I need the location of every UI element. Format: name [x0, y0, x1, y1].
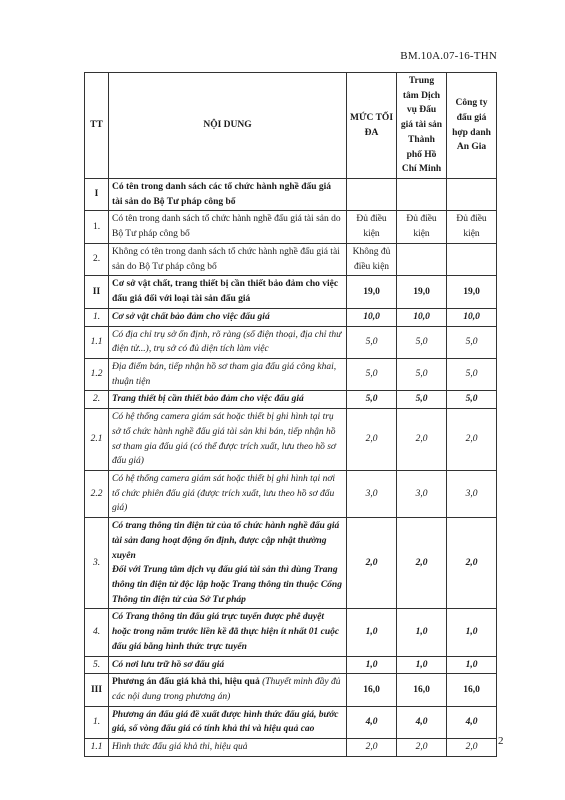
- evaluation-table: [84, 72, 497, 757]
- row-score-hcmc: 1,0: [397, 656, 447, 674]
- table-row: [85, 276, 497, 308]
- row-max-score: 1,0: [347, 656, 397, 674]
- row-content: Có trang thông tin điện tử của tổ chức hành nghề đấu giá tài sản đang hoạt động ổn định, được cập nhật thường xuyên Đối với Trung tâm dịch vụ đấu giá tài sản thì dùng Trang thông tin điện tử độc lập hoặc Trang thông tin thuộc Cổng Thông tin điện tử của Sở Tư pháp: [109, 518, 347, 609]
- row-score-angia: 2,0: [447, 409, 497, 471]
- row-max-score: 10,0: [347, 308, 397, 326]
- row-score-hcmc: 2,0: [397, 518, 447, 609]
- row-number: 5.: [85, 656, 109, 674]
- header-tt: TT: [85, 73, 109, 179]
- row-score-hcmc: 10,0: [397, 308, 447, 326]
- row-score-angia: Đủ điều kiện: [447, 211, 497, 243]
- row-number: 1.2: [85, 358, 109, 390]
- row-content: Không có tên trong danh sách tổ chức hành nghề đấu giá tài sản do Bộ Tư pháp công bố: [109, 243, 347, 275]
- row-content: Có hệ thống camera giám sát hoặc thiết bị ghi hình tại trụ sở tổ chức hành nghề đấu giá tài sản khi bán, tiếp nhận hồ sơ tham gia đấu giá (có thể được trích xuất, lưu theo hồ sơ đấu giá): [109, 409, 347, 471]
- row-number: 3.: [85, 518, 109, 609]
- row-max-score: 2,0: [347, 739, 397, 757]
- row-content: Địa điểm bán, tiếp nhận hồ sơ tham gia đấu giá công khai, thuận tiện: [109, 358, 347, 390]
- row-max-score: 2,0: [347, 518, 397, 609]
- table-row: [85, 656, 497, 674]
- row-number: 1.: [85, 308, 109, 326]
- row-max-score: 5,0: [347, 326, 397, 358]
- header-org-angia: Công ty đấu giá hợp danh An Gia: [447, 73, 497, 179]
- row-score-angia: [447, 179, 497, 211]
- row-max-score: 5,0: [347, 391, 397, 409]
- table-row: [85, 358, 497, 390]
- row-content: [109, 674, 347, 706]
- table-row: [85, 308, 497, 326]
- row-score-angia: 4,0: [447, 706, 497, 738]
- table-row: [85, 706, 497, 738]
- page-number: 2: [498, 735, 504, 747]
- row-max-score: [347, 179, 397, 211]
- row-content: Phương án đấu giá đề xuất được hình thức đấu giá, bước giá, số vòng đấu giá có tính khả thi và hiệu quả cao: [109, 706, 347, 738]
- row-content: Hình thức đấu giá khả thi, hiệu quả: [109, 739, 347, 757]
- row-score-hcmc: 1,0: [397, 609, 447, 656]
- table-row: [85, 243, 497, 275]
- row-number: 2.2: [85, 470, 109, 517]
- row-max-score: 19,0: [347, 276, 397, 308]
- row-content: Có hệ thống camera giám sát hoặc thiết bị ghi hình tại nơi tổ chức phiên đấu giá (được trích xuất, lưu theo hồ sơ đấu giá): [109, 470, 347, 517]
- table-row: [85, 609, 497, 656]
- row-max-score: 3,0: [347, 470, 397, 517]
- row-max-score: 2,0: [347, 409, 397, 471]
- row-max-score: Đủ điều kiện: [347, 211, 397, 243]
- row-score-angia: 1,0: [447, 656, 497, 674]
- row-number: I: [85, 179, 109, 211]
- table-row: [85, 391, 497, 409]
- row-number: II: [85, 276, 109, 308]
- row-number: 1.: [85, 211, 109, 243]
- row-content: Có tên trong danh sách tổ chức hành nghề đấu giá tài sản do Bộ Tư pháp công bố: [109, 211, 347, 243]
- row-score-angia: 3,0: [447, 470, 497, 517]
- header-max-score: MỨC TỐI ĐA: [347, 73, 397, 179]
- table-row: [85, 179, 497, 211]
- row-number: III: [85, 674, 109, 706]
- row-score-angia: 16,0: [447, 674, 497, 706]
- row-content-main: Phương án đấu giá khả thi, hiệu quả: [112, 677, 263, 688]
- row-score-hcmc: 5,0: [397, 326, 447, 358]
- table-row: [85, 211, 497, 243]
- row-score-hcmc: 5,0: [397, 391, 447, 409]
- row-max-score: 4,0: [347, 706, 397, 738]
- row-content: Cơ sở vật chất, trang thiết bị cần thiết bảo đảm cho việc đấu giá đối với loại tài sản đấu giá: [109, 276, 347, 308]
- header-org-hcmc: Trung tâm Dịch vụ Đấu giá tài sản Thành phố Hồ Chí Minh: [397, 73, 447, 179]
- table-row: [85, 518, 497, 609]
- row-score-angia: 2,0: [447, 518, 497, 609]
- row-score-angia: [447, 243, 497, 275]
- row-score-hcmc: 3,0: [397, 470, 447, 517]
- table-row: [85, 470, 497, 517]
- row-score-angia: 5,0: [447, 326, 497, 358]
- row-content: Có địa chỉ trụ sở ổn định, rõ ràng (số điện thoại, địa chỉ thư điện tử...), trụ sở có đủ diện tích làm việc: [109, 326, 347, 358]
- row-score-angia: 5,0: [447, 358, 497, 390]
- row-score-hcmc: 4,0: [397, 706, 447, 738]
- row-max-score: 1,0: [347, 609, 397, 656]
- row-content-note: (Thuyết minh đầy đủ các nội dung trong phương án): [112, 677, 341, 703]
- row-score-hcmc: [397, 243, 447, 275]
- table-row: [85, 674, 497, 706]
- row-score-hcmc: 19,0: [397, 276, 447, 308]
- row-number: 1.1: [85, 739, 109, 757]
- row-max-score: 5,0: [347, 358, 397, 390]
- table-row: [85, 326, 497, 358]
- row-score-hcmc: 16,0: [397, 674, 447, 706]
- row-number: 4.: [85, 609, 109, 656]
- row-score-hcmc: 5,0: [397, 358, 447, 390]
- row-score-hcmc: 2,0: [397, 409, 447, 471]
- row-max-score: 16,0: [347, 674, 397, 706]
- document-code: BM.10A.07-16-THN: [400, 50, 497, 62]
- row-score-angia: 19,0: [447, 276, 497, 308]
- row-score-hcmc: [397, 179, 447, 211]
- row-score-angia: 10,0: [447, 308, 497, 326]
- row-content: Có tên trong danh sách các tổ chức hành nghề đấu giá tài sản do Bộ Tư pháp công bố: [109, 179, 347, 211]
- header-content: NỘI DUNG: [109, 73, 347, 179]
- row-number: 2.: [85, 243, 109, 275]
- row-number: 2.1: [85, 409, 109, 471]
- table-header-row: [85, 73, 497, 179]
- row-score-hcmc: Đủ điều kiện: [397, 211, 447, 243]
- row-score-hcmc: 2,0: [397, 739, 447, 757]
- row-content: Có nơi lưu trữ hồ sơ đấu giá: [109, 656, 347, 674]
- row-max-score: Không đủ điều kiện: [347, 243, 397, 275]
- row-number: 1.1: [85, 326, 109, 358]
- row-score-angia: 5,0: [447, 391, 497, 409]
- row-number: 1.: [85, 706, 109, 738]
- table-row: [85, 409, 497, 471]
- row-score-angia: 2,0: [447, 739, 497, 757]
- table-row: [85, 739, 497, 757]
- row-content: Trang thiết bị cần thiết bảo đảm cho việc đấu giá: [109, 391, 347, 409]
- row-content: Có Trang thông tin đấu giá trực tuyến được phê duyệt hoặc trong năm trước liền kề đã thực hiện ít nhất 01 cuộc đấu giá bằng hình thức trực tuyến: [109, 609, 347, 656]
- table-body: [85, 179, 497, 757]
- row-content: Cơ sở vật chất bảo đảm cho việc đấu giá: [109, 308, 347, 326]
- row-score-angia: 1,0: [447, 609, 497, 656]
- row-number: 2.: [85, 391, 109, 409]
